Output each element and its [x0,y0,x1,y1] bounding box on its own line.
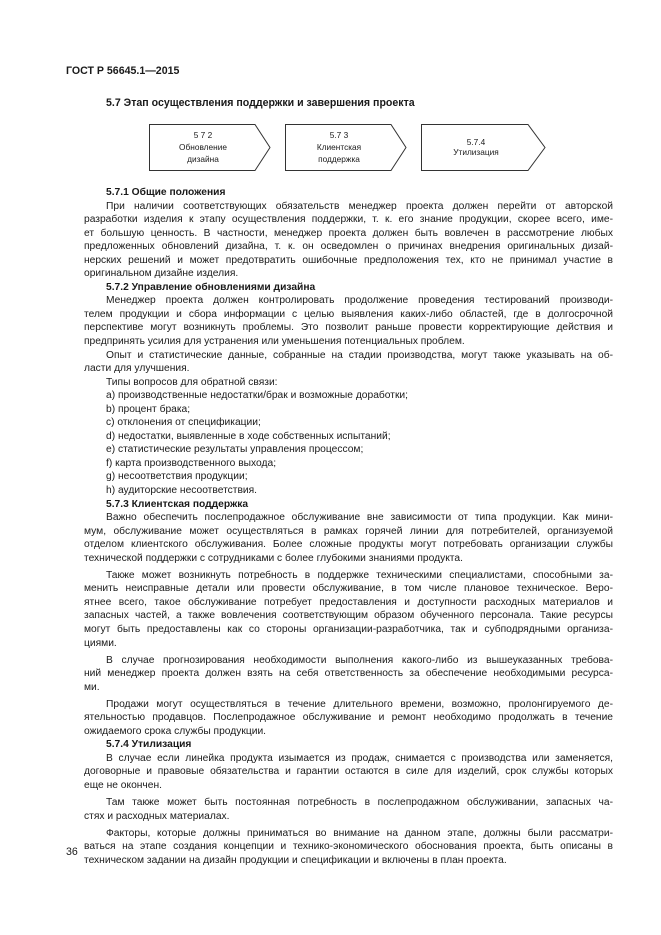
subsection-heading-5-7-3: 5.7.3 Клиентская поддержка [106,498,249,510]
list-item: d) недостатки, выявленные в ходе собственных испытаний; [106,430,391,442]
process-flow-diagram [149,124,549,172]
subsection-heading-5-7-1: 5.7.1 Общие положения [106,187,226,198]
svg-text:Клиентская: Клиентская [316,142,362,152]
feedback-list [84,389,613,497]
svg-text:5.7.4: 5.7.4 [466,137,486,147]
paragraph: Менеджер проекта должен контролировать продолжение проведения тестирований производи- телем продукции и сбора информации с целью выявления каких-либо областей, где в долгосрочной перспективе могут возникнуть проблемы. Это позволит раньше провести корректирующие действия и предпринять усилия для устранения или уменьшения потенциальных проблем. [84,295,613,348]
process-flow-svg [149,124,549,172]
list-item: c) отклонения от спецификации; [106,417,261,429]
section-title: 5.7 Этап осуществления поддержки и завершения проекта [106,97,415,109]
paragraph: Продажи могут осуществляться в течение длительного времени, возможно, пролонгируемого де- ятельностью продавцов. Послепродажное обслуживание и ремонт необходимо продолжать в течение ожидаемого срока службы продукции. [84,698,613,737]
paragraph: В случае если линейка продукта изымается из продаж, снимается с производства или заменяется, договорные и правовые обязательства и гарантии остаются в силе для изделий, срок службы которых еще не окончен. [84,752,613,792]
list-item: b) процент брака; [106,403,191,415]
list-item: e) статистические результаты управления процессом; [106,444,364,456]
paragraph: Факторы, которые должны приниматься во внимание на данном этапе, должны были рассматри- ваться на этапе создания концепции и технико-экономического обоснования проекта, быть описаны в техническом задании на дизайн продукции и спецификации и включены в план проекта. [84,827,613,866]
svg-text:5 7 2: 5 7 2 [193,130,213,140]
page-number: 36 [66,846,78,858]
document-header: ГОСТ Р 56645.1—2015 [66,65,180,77]
flow-step-update-design [150,125,271,171]
paragraph: В случае прогнозирования необходимости выполнения какого-либо из вышеуказанных требова- ний менеджер проекта должен взять на себя ответственность за обеспечение необходимыми ресурса- ми. [84,654,613,693]
list-item: h) аудиторские несоответствия. [106,485,258,497]
paragraph: При наличии соответствующих обязательств менеджер проекта должен перейти от авторской разработки изделия к этапу осуществления поддержки, т. к. его знание продукции, скорее всего, име- ет большую ценность. В частности, менеджер проекта должен быть вовлечен в рассмотрение любых предложенных обновлений дизайна, т. к. он осведомлен о причинах внедрения оригинальных дизай- нерских решений и может предотвратить ошибочные предположения тех, кто не принимал участие в оригинальном дизайне изделия. [84,200,613,280]
paragraph: Там также может быть постоянная потребность в послепродажном обслуживании, запасных ча- стях и расходных материалах. [84,797,613,822]
svg-text:Утилизация: Утилизация [453,147,499,157]
list-intro: Типы вопросов для обратной связи: [106,376,278,388]
paragraph: Также может возникнуть потребность в поддержке техническими специалистами, способными за- менить неисправные детали или провести обслуживание, в том числе плановое техническое. Веро- ятнее всего, такое обслуживание потребует предоставления и доступности расходных материалов и запасных частей, а также вовлечения соответствующим образом обученного персонала. Такие ресурсы могут быть предоставлены как со стороны организации-разработчика, так и субподрядными организа- циями. [84,569,613,649]
paragraph: Важно обеспечить послепродажное обслуживание вне зависимости от типа продукции. Как мини- мум, обслуживание может осуществляться в рамках горячей линии для потребителей, организуемой отделом клиентского обслуживания. Более сложные продукты могут потребовать организации службы технической поддержки с сотрудниками с более глубокими знаниями продукта. [84,512,613,564]
flow-step-customer-support [286,125,407,171]
document-body [84,186,613,867]
flow-step-disposal [422,125,546,171]
list-item: a) производственные недостатки/брак и возможные доработки; [106,390,408,402]
list-item: g) несоответствия продукции; [106,471,248,483]
svg-text:дизайна: дизайна [187,154,219,164]
paragraph: Опыт и статистические данные, собранные на стадии производства, могут также указывать на об- ласти для улучшения. [84,349,613,375]
subsection-heading-5-7-4: 5.7.4 Утилизация [106,739,192,751]
subsection-heading-5-7-2: 5.7.2 Управление обновлениями дизайна [106,281,316,293]
svg-text:поддержка: поддержка [318,154,360,164]
list-item: f) карта производственного выхода; [106,457,277,469]
svg-text:Обновление: Обновление [179,142,227,152]
svg-text:5.7 3: 5.7 3 [329,130,349,140]
